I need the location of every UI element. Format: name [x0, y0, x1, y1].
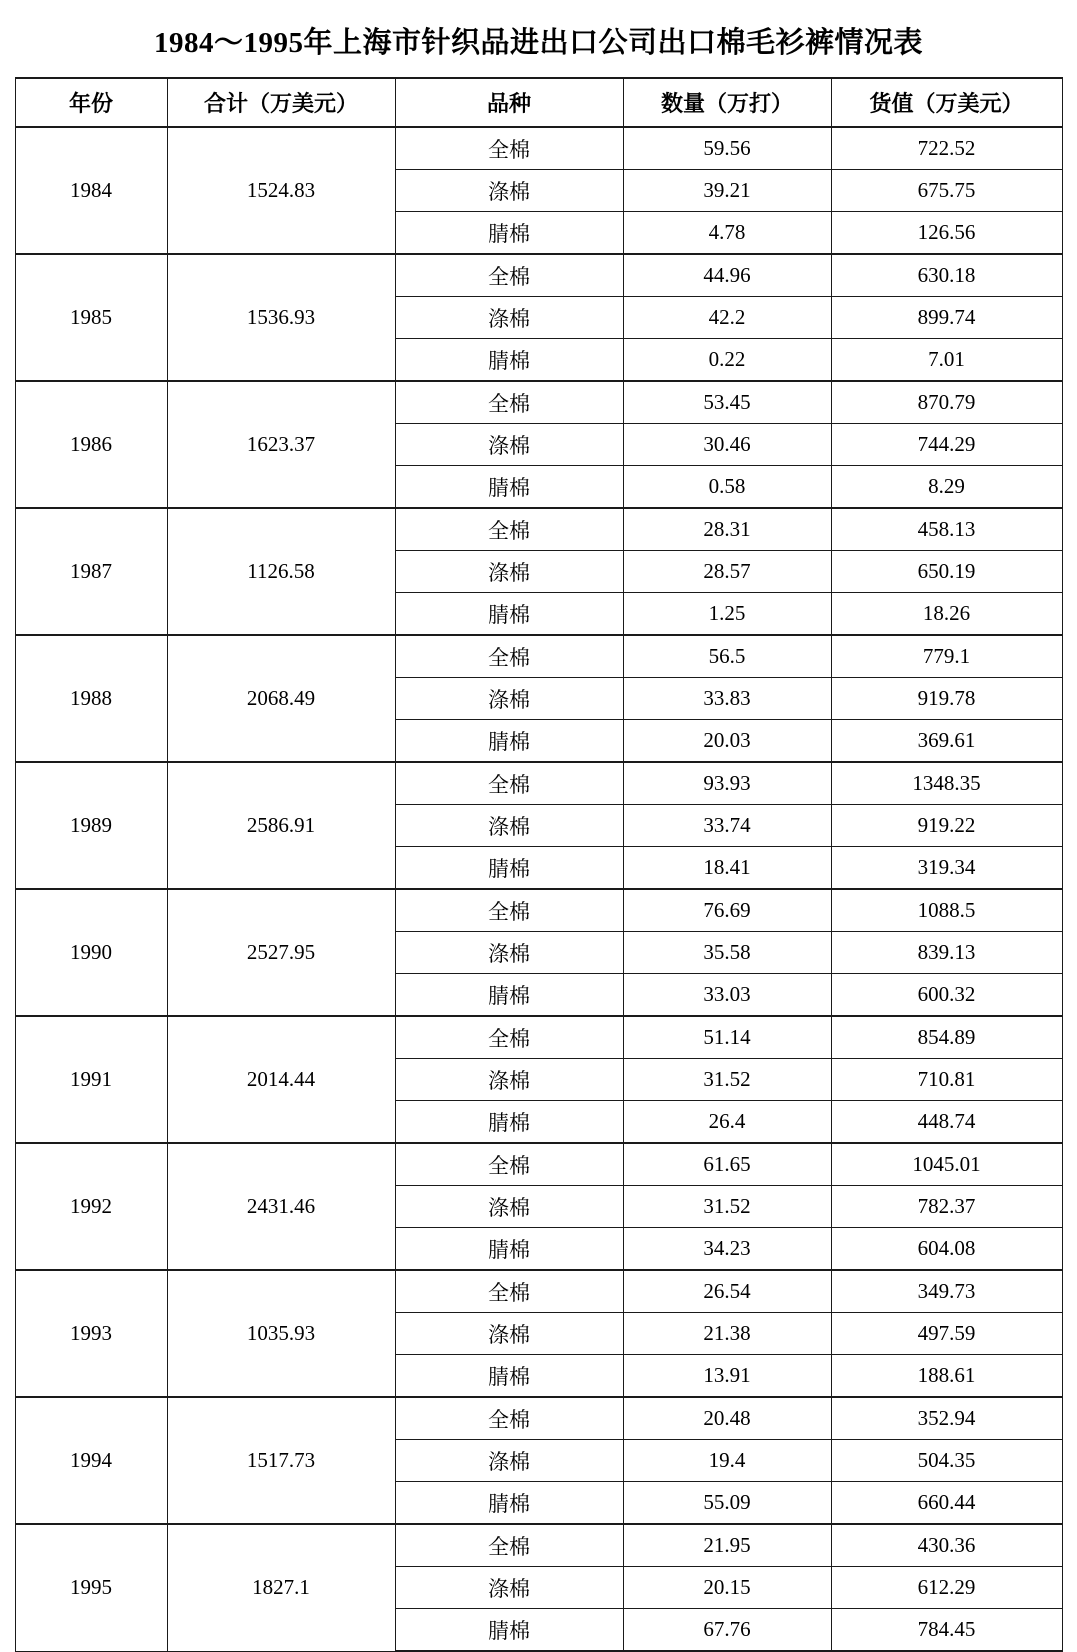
cell-quantity: 34.23	[623, 1228, 831, 1271]
cell-kind: 涤棉	[395, 932, 623, 974]
cell-kind: 腈棉	[395, 1101, 623, 1144]
column-header-kind: 品种	[395, 78, 623, 127]
cell-kind: 全棉	[395, 127, 623, 170]
cell-value: 7.01	[831, 339, 1062, 382]
cell-kind: 腈棉	[395, 593, 623, 636]
cell-value: 349.73	[831, 1270, 1062, 1313]
table-row	[15, 381, 1062, 424]
cell-value: 899.74	[831, 297, 1062, 339]
cell-quantity: 39.21	[623, 170, 831, 212]
column-header-quantity: 数量（万打）	[623, 78, 831, 127]
cell-kind: 涤棉	[395, 1313, 623, 1355]
cell-kind: 腈棉	[395, 1355, 623, 1398]
column-header-value: 货值（万美元）	[831, 78, 1062, 127]
cell-total: 2431.46	[167, 1143, 395, 1270]
table-row	[15, 1016, 1062, 1059]
cell-quantity: 1.25	[623, 593, 831, 636]
cell-kind: 全棉	[395, 254, 623, 297]
cell-value: 782.37	[831, 1186, 1062, 1228]
cell-quantity: 31.52	[623, 1059, 831, 1101]
cell-kind: 全棉	[395, 1524, 623, 1567]
cell-kind: 全棉	[395, 1270, 623, 1313]
cell-value: 839.13	[831, 932, 1062, 974]
cell-kind: 涤棉	[395, 1059, 623, 1101]
page-title: 1984～1995年上海市针织品进出口公司出口棉毛衫裤情况表	[153, 27, 923, 59]
table-body	[15, 127, 1062, 1651]
cell-year: 1990	[15, 889, 167, 1016]
cell-quantity: 21.95	[623, 1524, 831, 1567]
table-header	[15, 78, 1062, 127]
cell-quantity: 33.03	[623, 974, 831, 1017]
cell-total: 1623.37	[167, 381, 395, 508]
cell-value: 126.56	[831, 212, 1062, 255]
cell-value: 779.1	[831, 635, 1062, 678]
cell-quantity: 28.57	[623, 551, 831, 593]
cell-kind: 涤棉	[395, 678, 623, 720]
cell-kind: 全棉	[395, 1016, 623, 1059]
cell-total: 1536.93	[167, 254, 395, 381]
cell-total: 1827.1	[167, 1524, 395, 1651]
cell-year: 1986	[15, 381, 167, 508]
cell-kind: 腈棉	[395, 847, 623, 890]
cell-quantity: 31.52	[623, 1186, 831, 1228]
cell-quantity: 20.15	[623, 1567, 831, 1609]
cell-quantity: 93.93	[623, 762, 831, 805]
cell-value: 612.29	[831, 1567, 1062, 1609]
cell-value: 1088.5	[831, 889, 1062, 932]
table-row	[15, 635, 1062, 678]
cell-quantity: 20.03	[623, 720, 831, 763]
cell-value: 675.75	[831, 170, 1062, 212]
cell-kind: 涤棉	[395, 551, 623, 593]
cell-quantity: 53.45	[623, 381, 831, 424]
cell-kind: 腈棉	[395, 974, 623, 1017]
cell-kind: 全棉	[395, 762, 623, 805]
cell-value: 497.59	[831, 1313, 1062, 1355]
cell-year: 1994	[15, 1397, 167, 1524]
table-row	[15, 889, 1062, 932]
cell-total: 2527.95	[167, 889, 395, 1016]
cell-year: 1993	[15, 1270, 167, 1397]
cell-quantity: 59.56	[623, 127, 831, 170]
cell-kind: 全棉	[395, 635, 623, 678]
cell-kind: 全棉	[395, 1397, 623, 1440]
cell-value: 600.32	[831, 974, 1062, 1017]
cell-quantity: 35.58	[623, 932, 831, 974]
cell-total: 2586.91	[167, 762, 395, 889]
cell-total: 2068.49	[167, 635, 395, 762]
cell-kind: 腈棉	[395, 1482, 623, 1525]
cell-total: 1126.58	[167, 508, 395, 635]
cell-quantity: 67.76	[623, 1609, 831, 1652]
cell-value: 369.61	[831, 720, 1062, 763]
cell-kind: 全棉	[395, 381, 623, 424]
cell-value: 352.94	[831, 1397, 1062, 1440]
cell-quantity: 0.58	[623, 466, 831, 509]
cell-quantity: 28.31	[623, 508, 831, 551]
cell-value: 1348.35	[831, 762, 1062, 805]
table-row	[15, 1143, 1062, 1186]
cell-year: 1991	[15, 1016, 167, 1143]
cell-total: 2014.44	[167, 1016, 395, 1143]
cell-quantity: 30.46	[623, 424, 831, 466]
cell-quantity: 4.78	[623, 212, 831, 255]
cell-year: 1992	[15, 1143, 167, 1270]
cell-quantity: 55.09	[623, 1482, 831, 1525]
cell-year: 1995	[15, 1524, 167, 1651]
cell-value: 8.29	[831, 466, 1062, 509]
cell-value: 604.08	[831, 1228, 1062, 1271]
table-header-row	[15, 78, 1062, 127]
cell-value: 870.79	[831, 381, 1062, 424]
cell-value: 744.29	[831, 424, 1062, 466]
cell-kind: 腈棉	[395, 212, 623, 255]
cell-quantity: 26.54	[623, 1270, 831, 1313]
cell-kind: 涤棉	[395, 297, 623, 339]
cell-year: 1988	[15, 635, 167, 762]
cell-value: 430.36	[831, 1524, 1062, 1567]
cell-value: 18.26	[831, 593, 1062, 636]
table-row	[15, 508, 1062, 551]
cell-value: 448.74	[831, 1101, 1062, 1144]
cell-value: 784.45	[831, 1609, 1062, 1652]
cell-quantity: 21.38	[623, 1313, 831, 1355]
cell-quantity: 19.4	[623, 1440, 831, 1482]
cell-year: 1985	[15, 254, 167, 381]
cell-total: 1524.83	[167, 127, 395, 254]
cell-kind: 涤棉	[395, 170, 623, 212]
cell-value: 722.52	[831, 127, 1062, 170]
cell-value: 650.19	[831, 551, 1062, 593]
cell-quantity: 26.4	[623, 1101, 831, 1144]
cell-quantity: 33.83	[623, 678, 831, 720]
cell-kind: 腈棉	[395, 1228, 623, 1271]
cell-quantity: 18.41	[623, 847, 831, 890]
cell-quantity: 51.14	[623, 1016, 831, 1059]
cell-kind: 腈棉	[395, 466, 623, 509]
table-row	[15, 762, 1062, 805]
cell-value: 1045.01	[831, 1143, 1062, 1186]
cell-value: 319.34	[831, 847, 1062, 890]
table-row	[15, 254, 1062, 297]
cell-quantity: 20.48	[623, 1397, 831, 1440]
cell-kind: 腈棉	[395, 339, 623, 382]
cell-kind: 全棉	[395, 1143, 623, 1186]
cell-value: 919.22	[831, 805, 1062, 847]
cell-total: 1035.93	[167, 1270, 395, 1397]
cell-kind: 全棉	[395, 508, 623, 551]
cell-kind: 腈棉	[395, 1609, 623, 1652]
cell-quantity: 76.69	[623, 889, 831, 932]
table-row	[15, 1270, 1062, 1313]
table-row	[15, 1524, 1062, 1567]
cell-value: 660.44	[831, 1482, 1062, 1525]
export-statistics-table	[15, 77, 1063, 1652]
cell-kind: 涤棉	[395, 1567, 623, 1609]
cell-quantity: 56.5	[623, 635, 831, 678]
cell-total: 1517.73	[167, 1397, 395, 1524]
cell-value: 710.81	[831, 1059, 1062, 1101]
cell-quantity: 0.22	[623, 339, 831, 382]
cell-quantity: 44.96	[623, 254, 831, 297]
cell-value: 504.35	[831, 1440, 1062, 1482]
table-row	[15, 1397, 1062, 1440]
cell-year: 1987	[15, 508, 167, 635]
table-row	[15, 127, 1062, 170]
cell-value: 919.78	[831, 678, 1062, 720]
cell-kind: 全棉	[395, 889, 623, 932]
cell-value: 188.61	[831, 1355, 1062, 1398]
cell-kind: 涤棉	[395, 805, 623, 847]
cell-quantity: 61.65	[623, 1143, 831, 1186]
cell-value: 458.13	[831, 508, 1062, 551]
cell-kind: 涤棉	[395, 1440, 623, 1482]
cell-quantity: 13.91	[623, 1355, 831, 1398]
column-header-total: 合计（万美元）	[167, 78, 395, 127]
cell-value: 630.18	[831, 254, 1062, 297]
cell-kind: 涤棉	[395, 424, 623, 466]
cell-kind: 腈棉	[395, 720, 623, 763]
cell-year: 1989	[15, 762, 167, 889]
cell-year: 1984	[15, 127, 167, 254]
cell-quantity: 33.74	[623, 805, 831, 847]
column-header-year: 年份	[15, 78, 167, 127]
cell-quantity: 42.2	[623, 297, 831, 339]
cell-kind: 涤棉	[395, 1186, 623, 1228]
cell-value: 854.89	[831, 1016, 1062, 1059]
